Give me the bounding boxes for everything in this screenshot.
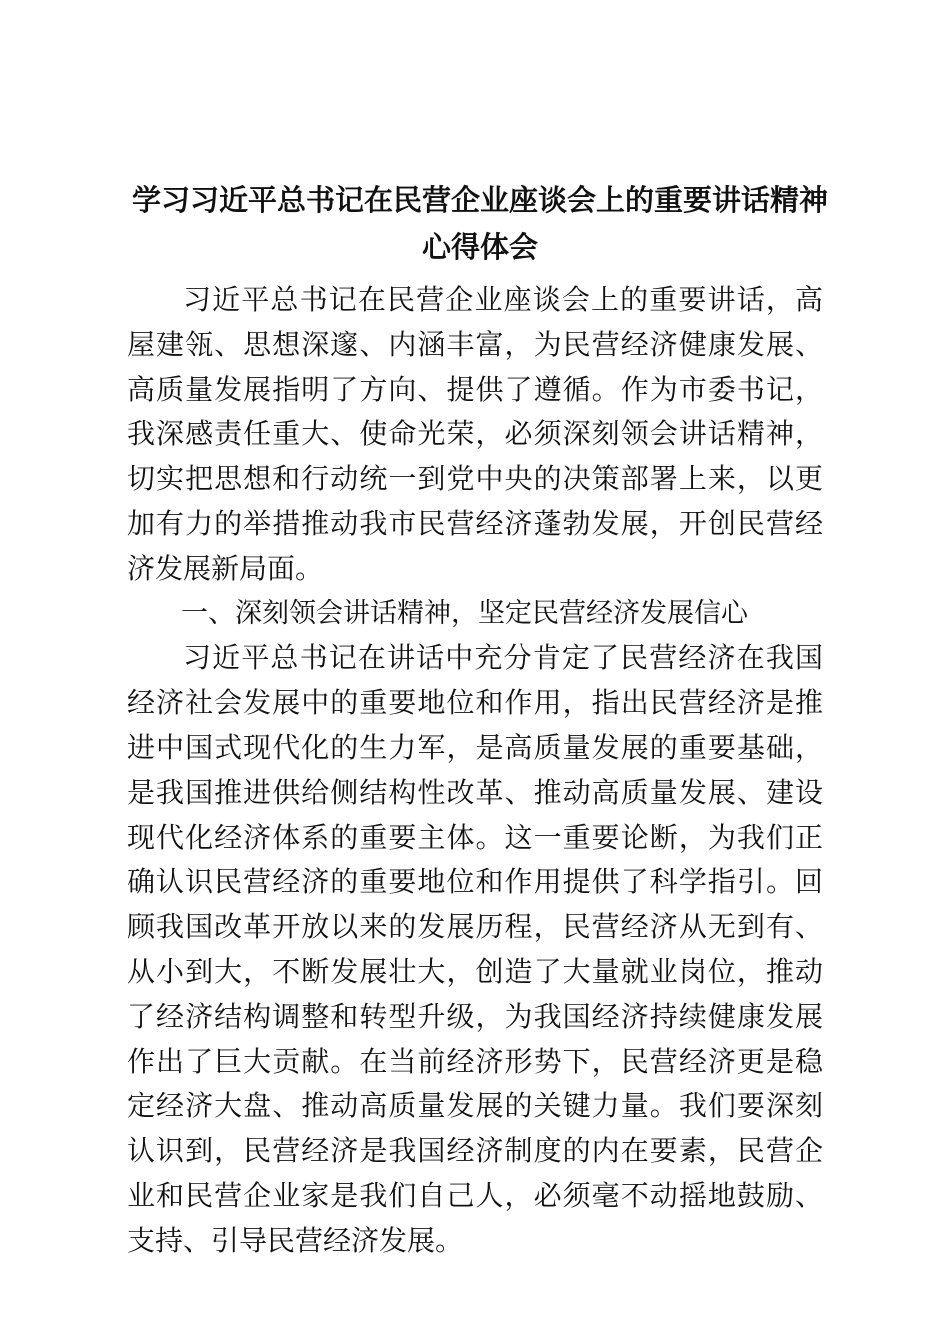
document-title-line1: 学习习近平总书记在民营企业座谈会上的重要讲话精神 xyxy=(131,183,828,217)
intro-paragraph: 习近平总书记在民营企业座谈会上的重要讲话，高屋建瓴、思想深邃、内涵丰富，为民营经济健康发展、高质量发展指明了方向、提供了遵循。作为市委书记，我深感责任重大、使命光荣，必须深刻领会讲话精神，切实把思想和行动统一到党中央的决策部署上来，以更加有力的举措推动我市民营经济蓬勃发展，开创民营经济发展新局面。 xyxy=(127,283,823,585)
section-heading-1: 一、深刻领会讲话精神，坚定民营经济发展信心 xyxy=(181,597,748,629)
section-1-paragraph: 习近平总书记在讲话中充分肯定了民营经济在我国经济社会发展中的重要地位和作用，指出民营经济是推进中国式现代化的生力军，是高质量发展的重要基础，是我国推进供给侧结构性改革、推动高质量发展、建设现代化经济体系的重要主体。这一重要论断，为我们正确认识民营经济的重要地位和作用提供了科学指引。回顾我国改革开放以来的发展历程，民营经济从无到有、从小到大，不断发展壮大，创造了大量就业岗位，推动了经济结构调整和转型升级，为我国经济持续健康发展作出了巨大贡献。在当前经济形势下，民营经济更是稳定经济大盘、推动高质量发展的关键力量。我们要深刻认识到，民营经济是我国经济制度的内在要素，民营企业和民营企业家是我们自己人，必须毫不动摇地鼓励、支持、引导民营经济发展。 xyxy=(127,641,823,1257)
document-title-line2: 心得体会 xyxy=(421,230,538,264)
document-body xyxy=(127,278,823,1264)
